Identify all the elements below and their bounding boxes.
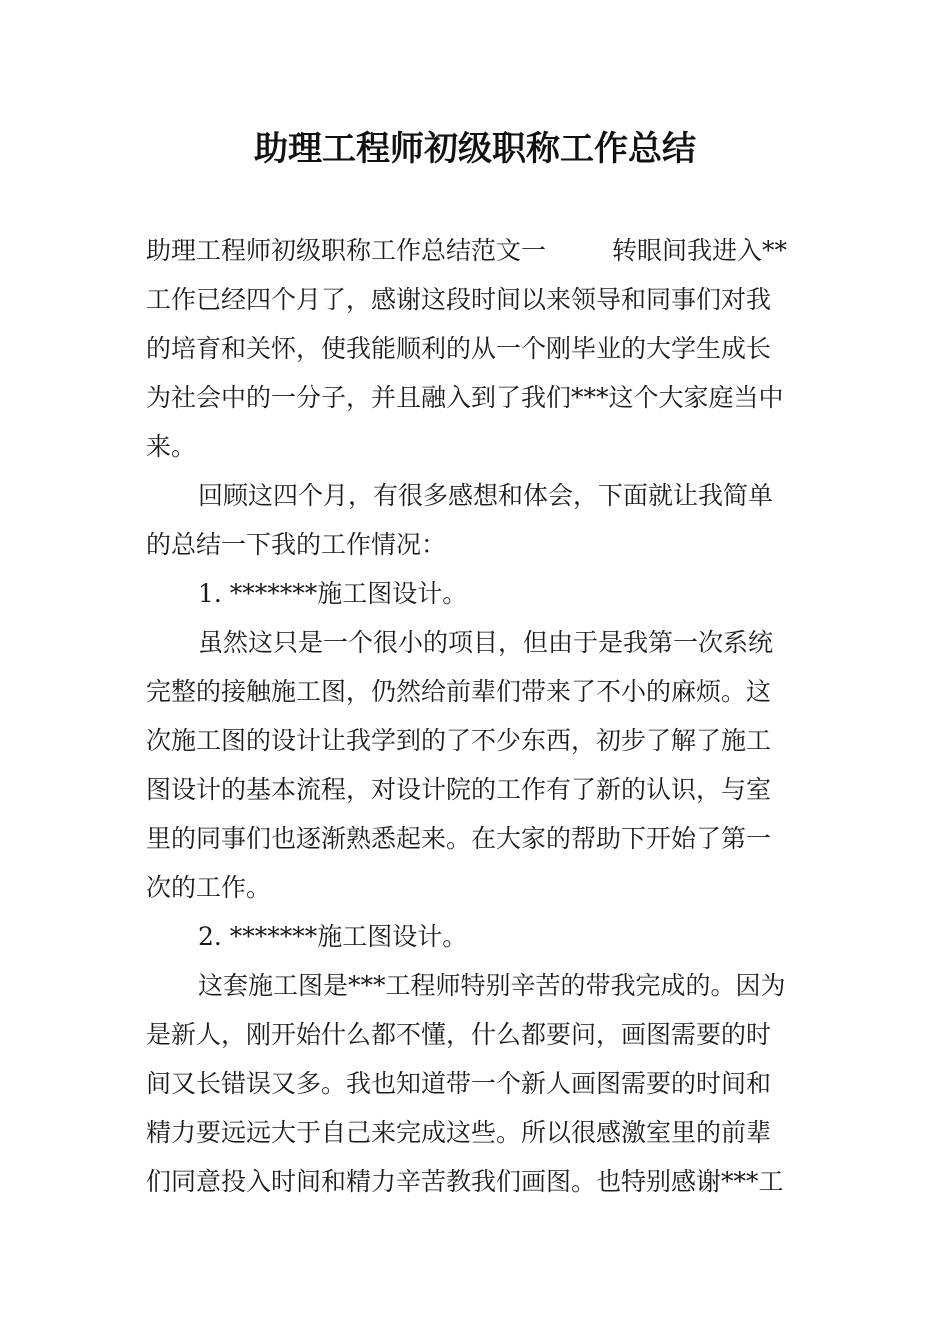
text-line-segment: 转眼间我进入** bbox=[612, 236, 788, 265]
document-body bbox=[146, 226, 810, 1206]
list-item-2 bbox=[146, 912, 810, 961]
text-line: 这套施工图是***工程师特别辛苦的带我完成的。因为 bbox=[198, 971, 786, 1000]
text-line: 的培育和关怀，使我能顺利的从一个刚毕业的大学生成长 bbox=[146, 334, 772, 363]
text-line: 图设计的基本流程，对设计院的工作有了新的认识，与室 bbox=[146, 775, 772, 804]
text-line: 虽然这只是一个很小的项目，但由于是我第一次系统 bbox=[198, 628, 774, 657]
text-line: 间又长错误又多。我也知道带一个新人画图需要的时间和 bbox=[146, 1069, 772, 1098]
text-line: 工作已经四个月了，感谢这段时间以来领导和同事们对我 bbox=[146, 285, 772, 314]
paragraph-project-2 bbox=[146, 961, 810, 1206]
text-line: 是新人，刚开始什么都不懂，什么都要问，画图需要的时 bbox=[146, 1020, 772, 1049]
text-line: 次的工作。 bbox=[146, 873, 272, 902]
text-line-segment: 助理工程师初级职称工作总结范文一 bbox=[146, 236, 547, 265]
text-line: 们同意投入时间和精力辛苦教我们画图。也特别感谢***工 bbox=[146, 1167, 784, 1196]
paragraph-review bbox=[146, 471, 810, 569]
text-line: 回顾这四个月，有很多感想和体会，下面就让我简单 bbox=[198, 481, 774, 510]
text-line: 为社会中的一分子，并且融入到了我们***这个大家庭当中 bbox=[146, 383, 784, 412]
text-line: 的总结一下我的工作情况： bbox=[146, 530, 447, 559]
text-line: 精力要远远大于自己来完成这些。所以很感激室里的前辈 bbox=[146, 1118, 772, 1147]
text-line: 1. *******施工图设计。 bbox=[198, 579, 468, 608]
text-line: 次施工图的设计让我学到的了不少东西，初步了解了施工 bbox=[146, 726, 772, 755]
text-line: 完整的接触施工图，仍然给前辈们带来了不小的麻烦。这 bbox=[146, 677, 772, 706]
text-line: 来。 bbox=[146, 432, 197, 461]
paragraph-project-1 bbox=[146, 618, 810, 912]
document-title: 助理工程师初级职称工作总结 bbox=[254, 129, 696, 169]
text-line: 2. *******施工图设计。 bbox=[198, 922, 468, 951]
text-line bbox=[146, 226, 810, 275]
list-item-1 bbox=[146, 569, 810, 618]
text-line: 里的同事们也逐渐熟悉起来。在大家的帮助下开始了第一 bbox=[146, 824, 772, 853]
paragraph-intro bbox=[146, 226, 810, 471]
